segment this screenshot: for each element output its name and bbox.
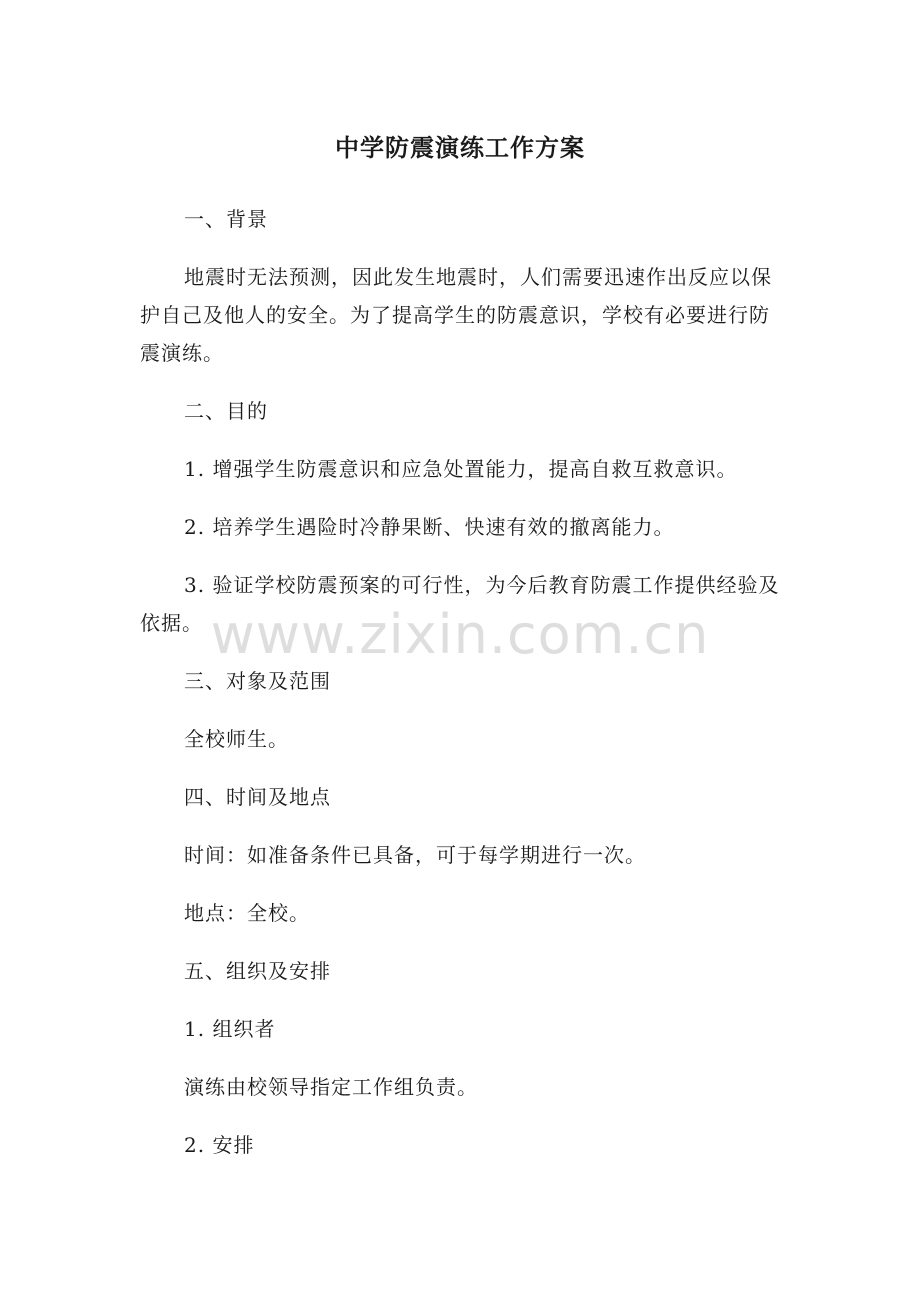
document-body [140,200,780,1164]
purpose-item-2: 2. 培养学生遇险时冷静果断、快速有效的撤离能力。 [184,515,675,539]
paragraph-scope: 全校师生。 [184,727,289,751]
heading-purpose: 二、目的 [184,399,268,423]
heading-time-place: 四、时间及地点 [184,785,331,809]
organization-item-2: 2. 安排 [184,1133,255,1157]
paragraph-time: 时间：如准备条件已具备，可于每学期进行一次。 [184,843,646,867]
document-title: 中学防震演练工作方案 [335,134,585,162]
organization-item-1: 1. 组织者 [184,1017,276,1041]
purpose-item-1: 1. 增强学生防震意识和应急处置能力，提高自救互救意识。 [184,457,738,481]
heading-organization: 五、组织及安排 [184,959,331,983]
watermark: www.zixin.com.cn [210,603,710,666]
heading-background: 一、背景 [184,207,268,231]
paragraph-background: 地震时无法预测，因此发生地震时，人们需要迅速作出反应以保护自己及他人的安全。为了提高学生的防震意识，学校有必要进行防震演练。 [140,265,772,365]
purpose-item-3: 3. 验证学校防震预案的可行性，为今后教育防震工作提供经验及依据。 [140,573,780,635]
heading-scope: 三、对象及范围 [184,669,331,693]
paragraph-place: 地点：全校。 [184,901,310,925]
paragraph-organizer: 演练由校领导指定工作组负责。 [184,1075,478,1099]
